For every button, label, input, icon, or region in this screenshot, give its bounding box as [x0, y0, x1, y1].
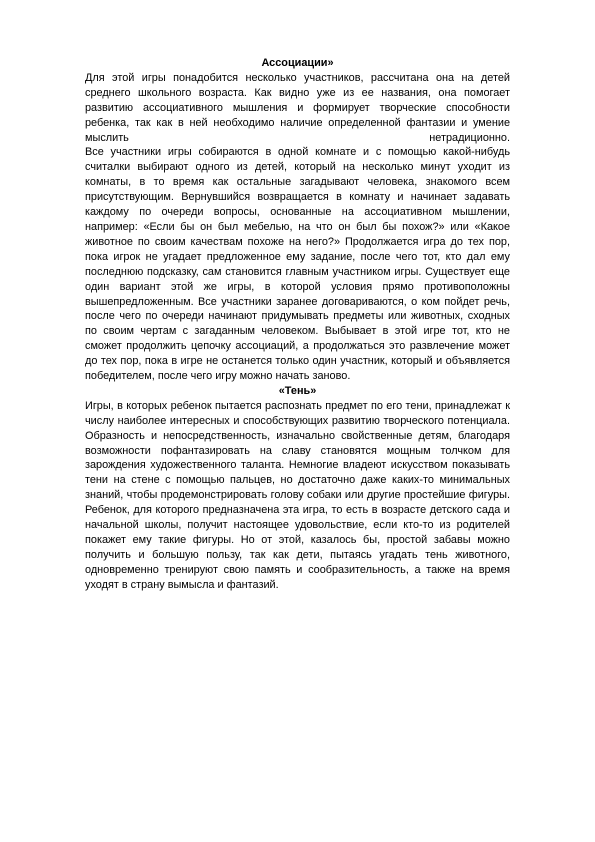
paragraph-associations-rules: Все участники игры собираются в одной комнате и с помощью какой-нибудь считалки выбирают одного из детей, который на несколько минут уходит из комнаты, в то время как остальные загадывают человека, знакомого всем присутствующим. Вернувшийся возвращается в комнату и начинает задавать каждому по очереди вопросы, основанные на ассоциативном мышлении, например: «Если бы он был мебелью, на что он был бы похож?» или «Какое животное по своим качествам похоже на него?» Продолжается игра до тех пор, пока игрок не угадает предложенное ему задание, после чего тот, кто дал ему последнюю подсказку, сам становится главным участником игры. Существует еще один вариант этой же игры, в которой условия прямо противоположны вышепредложенным. Все участники заранее договариваются, о ком пойдет речь, после чего по очереди начинают придумывать предметы или животных, сходных по своим чертам с загаданным человеком. Выбывает в этой игре тот, кто не сможет продолжить цепочку ассоциаций, а продолжаться это развлечение может до тех пор, пока в игре не останется только один участник, который и объявляется победителем, после чего игру можно начать заново. [85, 146, 510, 383]
section-title-associations: Ассоциации» [261, 57, 334, 69]
document-page [85, 56, 510, 593]
paragraph-shadow: Игры, в которых ребенок пытается распознать предмет по его тени, принадлежат к числу наиболее интересных и способствующих развитию творческого потенциала. Образность и непосредственность, изначально свойственные детям, благодаря возможности пофантазировать на славу становятся мощным толчком для зарождения художественного таланта. Немногие владеют искусством показывать тени на стене с помощью пальцев, но достаточно даже каких-то минимальных знаний, чтобы продемонстрировать голову собаки или другие простейшие фигуры. Ребенок, для которого предназначена эта игра, то есть в возрасте детского сада и начальной школы, получит настоящее удовольствие, если кто-то из родителей покажет ему такие фигуры. Но от этой, казалось бы, простой забавы можно получить и большую пользу, так как дети, пытаясь угадать тень животного, одновременно тренируют свою память и сообразительность, а также на время уходят в страну вымысла и фантазий. [85, 399, 510, 591]
section-title-shadow: «Тень» [278, 384, 317, 397]
paragraph-associations-intro: Для этой игры понадобится несколько участников, рассчитана она на детей среднего школьного возраста. Как видно уже из ее названия, она помогает развитию ассоциативного мышления и формирует творческие способности ребенка, так как в ней необходимо наличие определенной фантазии и умение мыслить нетрадиционно. [85, 71, 510, 144]
